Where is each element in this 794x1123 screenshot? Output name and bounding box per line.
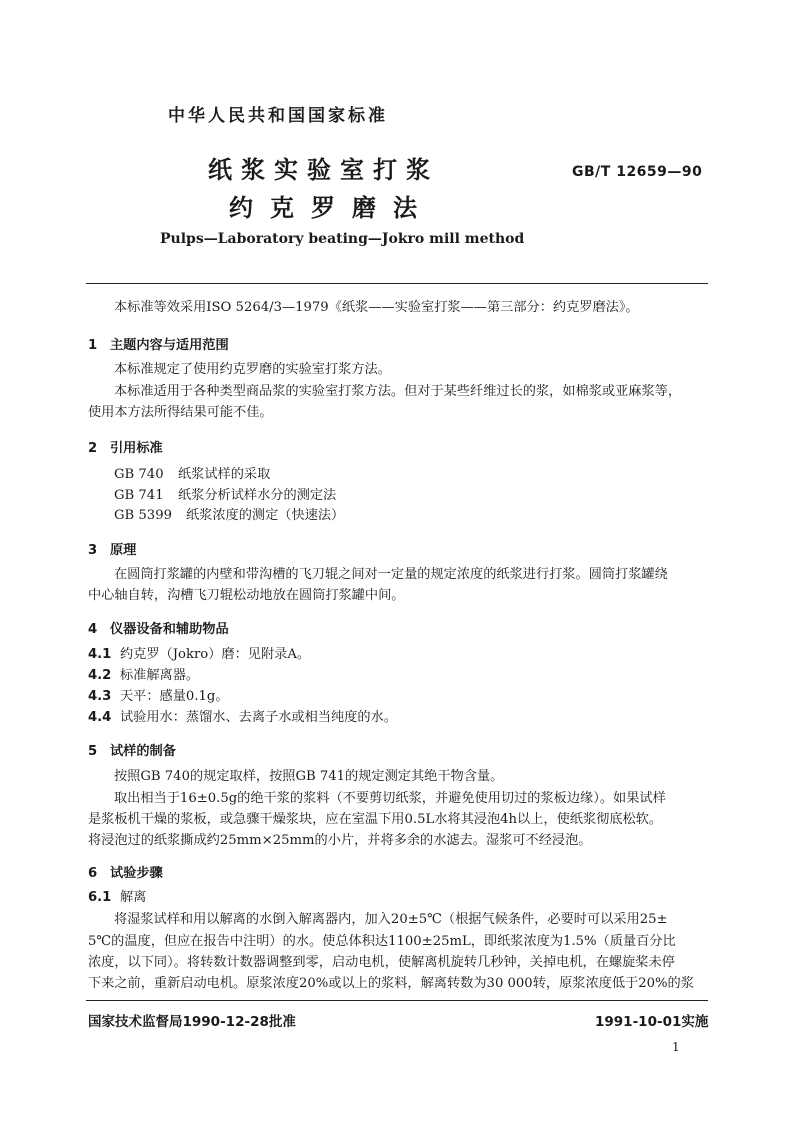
section-1-p2-line1: 本标准适用于各种类型商品浆的实验室打浆方法。但对于某些纤维过长的浆，如棉浆或亚麻浆等，	[114, 384, 682, 399]
section-title: 仪器设备和辅助物品	[110, 622, 229, 637]
item-number: 4.1	[88, 647, 112, 662]
section-5-p2-line2: 是浆板机干燥的浆板，或急骤干燥浆块，应在室温下用0.5L水将其浸泡4h以上，使纸浆彻底松软。	[88, 812, 663, 827]
equipment-item	[88, 686, 229, 707]
section-6-heading	[88, 862, 163, 881]
item-text: 约克罗（Jokro）磨：见附录A。	[120, 647, 311, 662]
section-number: 5	[88, 744, 98, 759]
section-number: 1	[88, 338, 98, 353]
section-3-line1: 在圆筒打浆罐的内壁和带沟槽的飞刀辊之间对一定量的规定浓度的纸浆进行打浆。圆筒打浆罐绕	[114, 567, 668, 582]
title-line-2: 约克罗磨法	[229, 193, 434, 222]
section-6-line2: 5℃的温度，但应在报告中注明）的水。使总体积达1100±25mL，即纸浆浓度为1.5%（质量百分比	[88, 934, 676, 949]
section-title: 试样的制备	[110, 744, 176, 759]
standard-code: GB/T 12659—90	[572, 164, 703, 180]
section-number: 4	[88, 622, 98, 637]
item-number: 4.4	[88, 710, 112, 725]
equipment-item	[88, 707, 397, 728]
section-number: 2	[88, 441, 98, 456]
footer-divider	[86, 1000, 708, 1001]
section-3-heading	[88, 539, 136, 558]
reference-item	[114, 464, 270, 485]
item-text: 试验用水：蒸馏水、去离子水或相当纯度的水。	[120, 710, 397, 725]
standard-name: 中华人民共和国国家标准	[168, 106, 388, 126]
section-6-line4: 下来之前，重新启动电机。原浆浓度20%或以上的浆料，解离转数为30 000转，原浆浓度低于20%的浆	[88, 976, 694, 991]
reference-item	[114, 505, 344, 526]
reference-code: GB 5399	[114, 508, 172, 523]
effective-date: 1991-10-01实施	[595, 1014, 709, 1030]
section-5-p1: 按照GB 740的规定取样，按照GB 741的规定测定其绝干物含量。	[114, 769, 504, 784]
subsection-number: 6.1	[88, 890, 112, 905]
item-number: 4.2	[88, 668, 112, 683]
reference-name: 纸浆分析试样水分的测定法	[178, 488, 337, 503]
section-title: 引用标准	[110, 441, 163, 456]
section-5-p2-line3: 将浸泡过的纸浆撕成约25mm×25mm的小片，并将多余的水滤去。湿浆可不经浸泡。	[88, 833, 592, 848]
reference-name: 纸浆试样的采取	[178, 467, 271, 482]
english-title: Pulps—Laboratory beating—Jokro mill method	[160, 231, 525, 247]
section-5-heading	[88, 740, 176, 759]
section-3-line2: 中心轴自转，沟槽飞刀辊松动地放在圆筒打浆罐中间。	[88, 588, 405, 603]
reference-code: GB 741	[114, 488, 164, 503]
section-6-line1: 将湿浆试样和用以解离的水倒入解离器内，加入20±5℃（根据气候条件，必要时可以采用25±	[114, 912, 668, 927]
item-number: 4.3	[88, 689, 112, 704]
section-1-heading	[88, 334, 229, 353]
approval-date: 国家技术监督局1990-12-28批准	[88, 1014, 296, 1030]
section-number: 3	[88, 543, 98, 558]
subsection-6-1-heading	[88, 887, 146, 908]
section-5-p2-line1: 取出相当于16±0.5g的绝干浆的浆料（不要剪切纸浆，并避免使用切过的浆板边缘）。如果试样	[114, 791, 666, 806]
section-1-p2-line2: 使用本方法所得结果可能不佳。	[88, 405, 273, 420]
section-title: 原理	[110, 543, 137, 558]
reference-item	[114, 485, 336, 506]
subsection-title: 解离	[120, 890, 147, 905]
section-number: 6	[88, 866, 98, 881]
equipment-item	[88, 665, 199, 686]
header-divider	[86, 283, 708, 284]
section-title: 试验步骤	[110, 866, 163, 881]
page-number: 1	[672, 1040, 680, 1054]
reference-code: GB 740	[114, 467, 164, 482]
equipment-item	[88, 644, 310, 665]
section-4-heading	[88, 618, 229, 637]
section-title: 主题内容与适用范围	[110, 338, 229, 353]
item-text: 标准解离器。	[120, 668, 200, 683]
reference-name: 纸浆浓度的测定（快速法）	[186, 508, 345, 523]
title-line-1: 纸浆实验室打浆	[208, 155, 439, 184]
section-2-heading	[88, 437, 163, 456]
item-text: 天平：感量0.1g。	[120, 689, 229, 704]
section-6-line3: 浓度，以下同）。将转数计数器调整到零，启动电机，使解离机旋转几秒钟，关掉电机，在螺旋桨未停	[88, 955, 675, 970]
intro-paragraph: 本标准等效采用ISO 5264/3—1979《纸浆——实验室打浆——第三部分：约克罗磨法》。	[114, 300, 639, 315]
section-1-p1: 本标准规定了使用约克罗磨的实验室打浆方法。	[114, 362, 391, 377]
